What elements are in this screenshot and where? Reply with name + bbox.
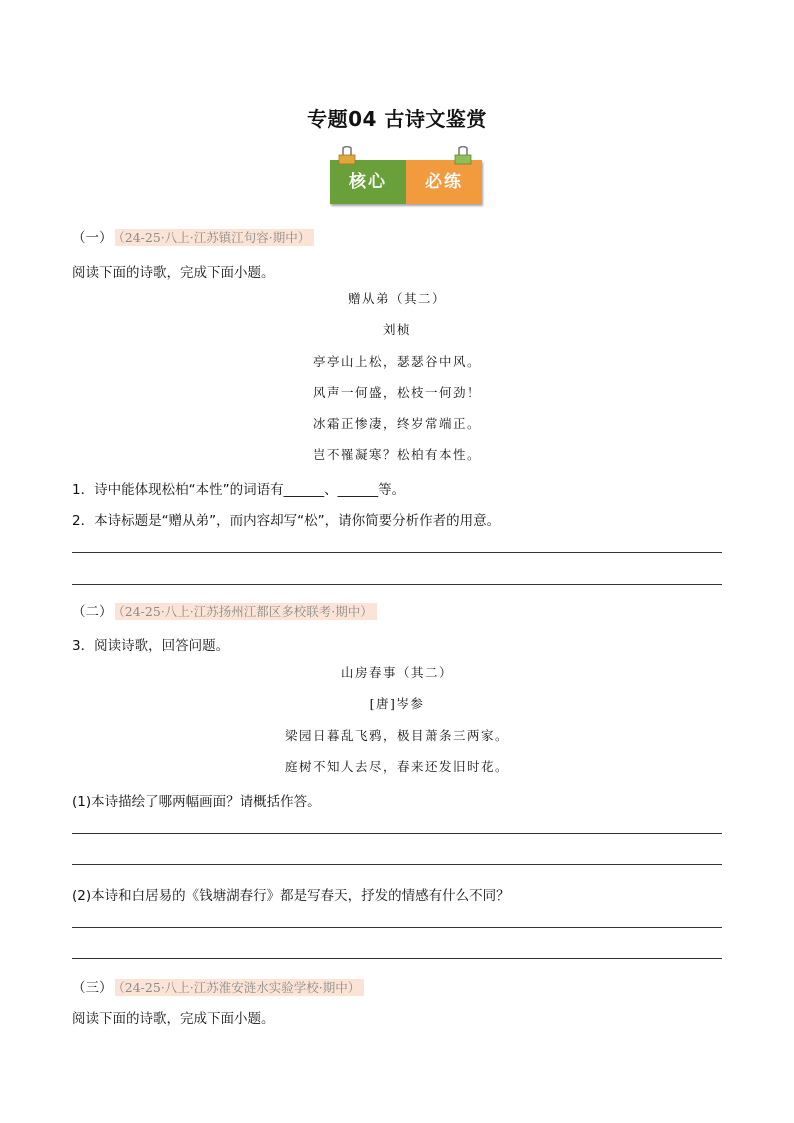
poem-line: 亭亭山上松，瑟瑟谷中风。 [312,354,481,369]
section-header [72,226,314,246]
poem-title: 赠从弟（其二） [347,291,446,306]
answer-line [72,927,722,928]
section-header [72,600,377,620]
poem-line: 冰霜正惨凄，终岁常端正。 [312,416,481,431]
section-source: （24-25·八上·江苏扬州江都区多校联考·期中） [115,603,377,620]
section-header [72,976,364,996]
badge-right-label: 必练 [406,160,482,204]
section-intro: 阅读下面的诗歌，完成下面小题。 [72,1011,275,1027]
poem-line: 梁园日暮乱飞鸦，极目萧条三两家。 [284,728,509,743]
answer-line [72,864,722,865]
question: (1)本诗描绘了哪两幅画面？请概括作答。 [72,794,321,810]
question: 1．诗中能体现松柏“本性”的词语有______、______等。 [72,482,406,498]
poem-line: 庭树不知人去尽，春来还发旧时花。 [284,759,509,774]
answer-line [72,584,722,585]
binder-clip-icon [454,146,472,168]
page-title: 专题04 古诗文鉴赏 [307,107,487,131]
binder-clip-icon [338,146,356,168]
question: 2．本诗标题是“赠从弟”，而内容却写“松”，请你简要分析作者的用意。 [72,513,501,529]
section-intro: 3．阅读诗歌，回答问题。 [72,638,230,654]
section-number: （二） [72,604,113,620]
question: (2)本诗和白居易的《钱塘湖春行》都是写春天，抒发的情感有什么不同？ [72,888,510,904]
section-source: （24-25·八上·江苏淮安涟水实验学校·期中） [115,979,365,996]
section-number: （三） [72,980,113,996]
poem-line: 风声一何盛，松枝一何劲！ [312,385,481,400]
poem-author: [唐]岑参 [369,696,425,711]
poem-title: 山房春事（其二） [340,665,453,680]
answer-line [72,833,722,834]
poem-line: 岂不罹凝寒？松柏有本性。 [312,447,481,462]
section-intro: 阅读下面的诗歌，完成下面小题。 [72,265,275,281]
answer-line [72,552,722,553]
section-number: （一） [72,230,113,246]
poem-author: 刘桢 [382,322,411,337]
core-practice-badge [330,160,482,204]
answer-line [72,958,722,959]
section-source: （24-25·八上·江苏镇江句容·期中） [115,229,315,246]
badge-left-label: 核心 [330,160,406,204]
